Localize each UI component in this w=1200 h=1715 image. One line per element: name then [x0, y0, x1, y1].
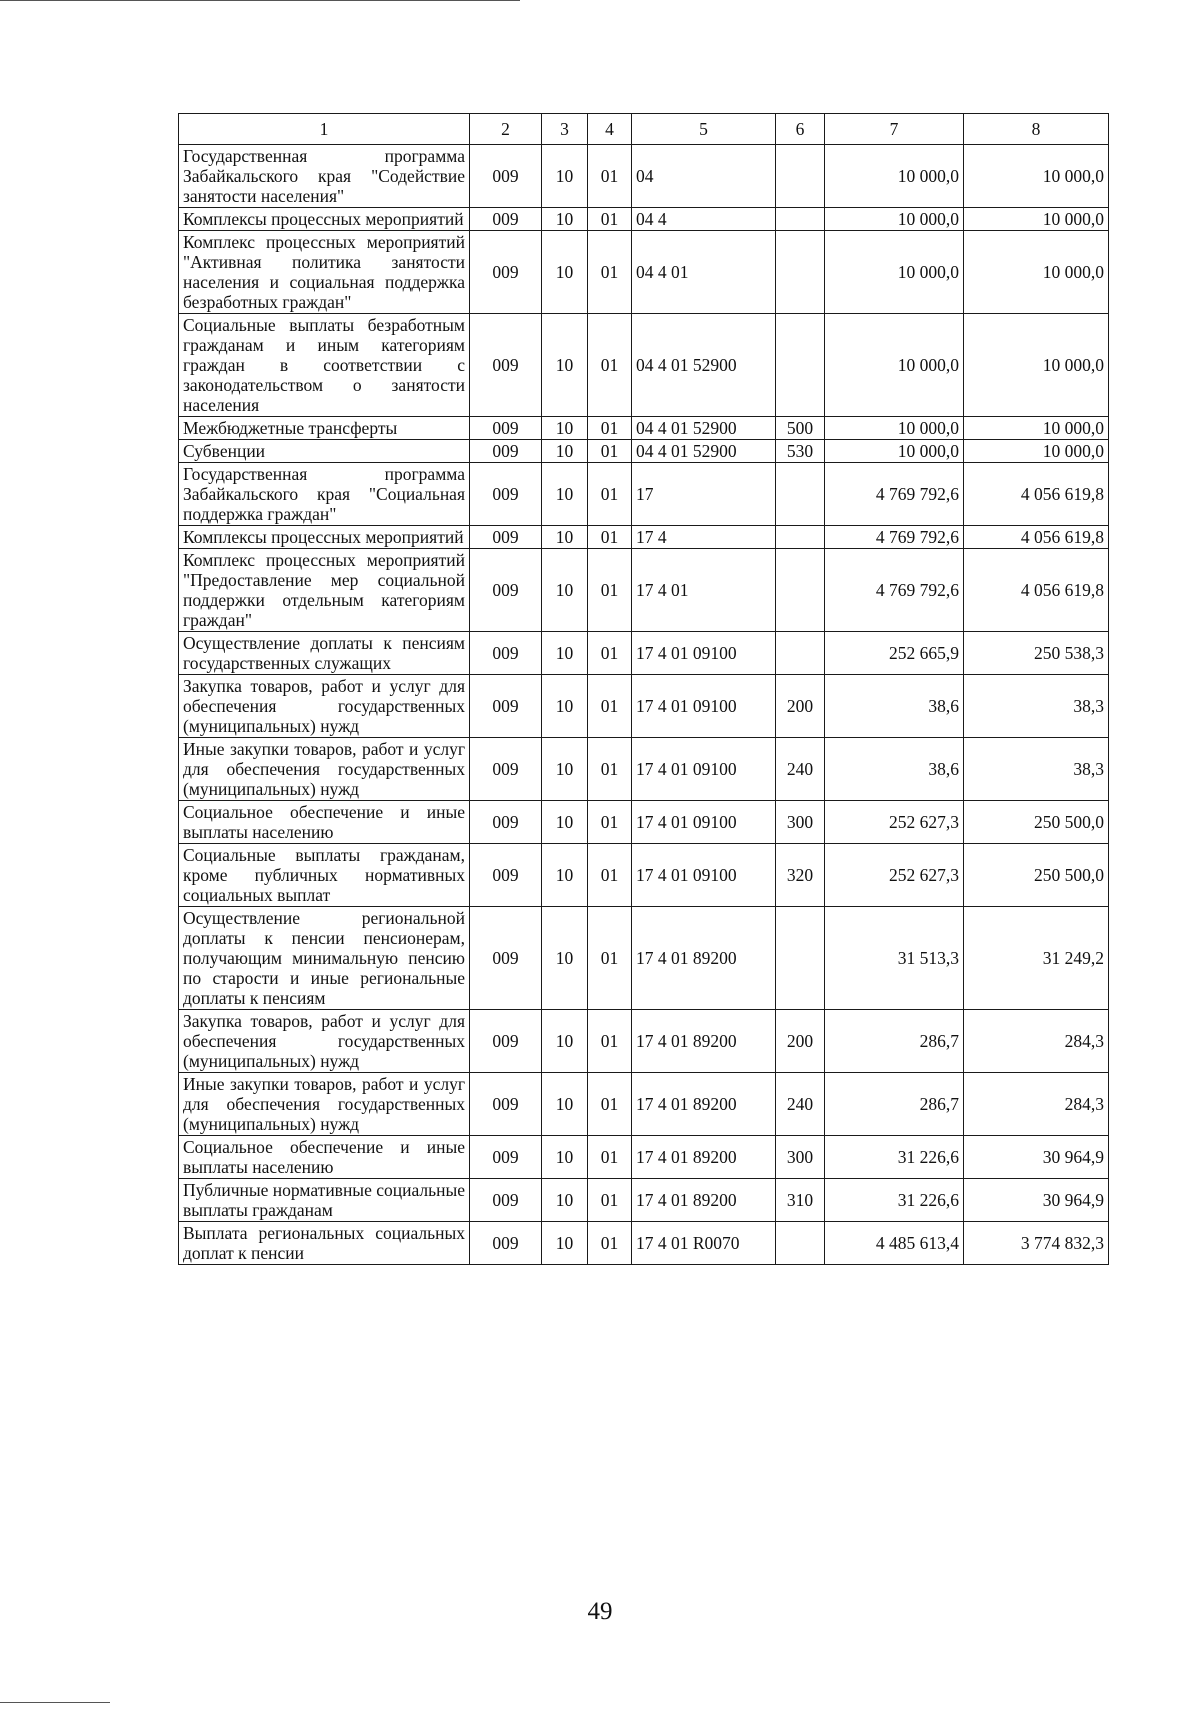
- cell-amount-2: 10 000,0: [964, 208, 1109, 231]
- cell-amount-1: 10 000,0: [825, 208, 964, 231]
- cell-target-article: 04 4: [632, 208, 776, 231]
- cell-section: 10: [542, 675, 588, 738]
- cell-name: Иные закупки товаров, работ и услуг для обеспечения государственных (муниципальных) нужд: [179, 738, 470, 801]
- cell-expense-kind: 200: [776, 1010, 825, 1073]
- cell-amount-2: 4 056 619,8: [964, 549, 1109, 632]
- cell-name: Государственная программа Забайкальского края "Социальная поддержка граждан": [179, 463, 470, 526]
- cell-amount-1: 4 769 792,6: [825, 463, 964, 526]
- cell-subsection: 01: [588, 675, 632, 738]
- cell-admin-code: 009: [470, 675, 542, 738]
- table-row: [179, 231, 1109, 314]
- cell-name: Выплата региональных социальных доплат к пенсии: [179, 1222, 470, 1265]
- cell-subsection: 01: [588, 314, 632, 417]
- cell-admin-code: 009: [470, 314, 542, 417]
- cell-section: 10: [542, 208, 588, 231]
- cell-expense-kind: [776, 1222, 825, 1265]
- cell-amount-1: 286,7: [825, 1073, 964, 1136]
- cell-admin-code: 009: [470, 417, 542, 440]
- cell-expense-kind: 320: [776, 844, 825, 907]
- table-row: [179, 738, 1109, 801]
- cell-amount-1: 252 665,9: [825, 632, 964, 675]
- cell-name: Комплекс процессных мероприятий "Активная политика занятости населения и социальная поддержка безработных граждан": [179, 231, 470, 314]
- cell-admin-code: 009: [470, 1073, 542, 1136]
- cell-section: 10: [542, 632, 588, 675]
- cell-amount-1: 10 000,0: [825, 145, 964, 208]
- cell-amount-1: 10 000,0: [825, 440, 964, 463]
- cell-name: Социальное обеспечение и иные выплаты населению: [179, 1136, 470, 1179]
- cell-admin-code: 009: [470, 801, 542, 844]
- cell-amount-1: 10 000,0: [825, 417, 964, 440]
- cell-amount-2: 38,3: [964, 738, 1109, 801]
- table-row: [179, 1222, 1109, 1265]
- cell-amount-1: 252 627,3: [825, 801, 964, 844]
- cell-subsection: 01: [588, 145, 632, 208]
- cell-expense-kind: 530: [776, 440, 825, 463]
- cell-name: Закупка товаров, работ и услуг для обеспечения государственных (муниципальных) нужд: [179, 675, 470, 738]
- cell-section: 10: [542, 1010, 588, 1073]
- cell-target-article: 17 4 01 89200: [632, 1010, 776, 1073]
- table-row: [179, 907, 1109, 1010]
- cell-amount-2: 30 964,9: [964, 1136, 1109, 1179]
- cell-subsection: 01: [588, 738, 632, 801]
- cell-subsection: 01: [588, 417, 632, 440]
- cell-admin-code: 009: [470, 1136, 542, 1179]
- table-row: [179, 1179, 1109, 1222]
- table-row: [179, 549, 1109, 632]
- cell-admin-code: 009: [470, 208, 542, 231]
- cell-target-article: 17: [632, 463, 776, 526]
- cell-target-article: 17 4 01 89200: [632, 1136, 776, 1179]
- column-header: 8: [964, 114, 1109, 145]
- cell-amount-2: 30 964,9: [964, 1179, 1109, 1222]
- cell-admin-code: 009: [470, 463, 542, 526]
- cell-section: 10: [542, 1136, 588, 1179]
- table-row: [179, 1136, 1109, 1179]
- cell-expense-kind: 300: [776, 1136, 825, 1179]
- table-row: [179, 844, 1109, 907]
- cell-admin-code: 009: [470, 145, 542, 208]
- table-header-row: [179, 114, 1109, 145]
- cell-amount-1: 4 769 792,6: [825, 549, 964, 632]
- cell-name: Государственная программа Забайкальского края "Содействие занятости населения": [179, 145, 470, 208]
- cell-section: 10: [542, 314, 588, 417]
- cell-target-article: 17 4 01: [632, 549, 776, 632]
- cell-target-article: 17 4 01 09100: [632, 632, 776, 675]
- cell-target-article: 17 4: [632, 526, 776, 549]
- cell-amount-2: 10 000,0: [964, 314, 1109, 417]
- cell-amount-2: 10 000,0: [964, 440, 1109, 463]
- cell-expense-kind: [776, 463, 825, 526]
- cell-name: Закупка товаров, работ и услуг для обеспечения государственных (муниципальных) нужд: [179, 1010, 470, 1073]
- cell-amount-1: 286,7: [825, 1010, 964, 1073]
- table-row: [179, 526, 1109, 549]
- cell-amount-1: 10 000,0: [825, 231, 964, 314]
- cell-name: Комплексы процессных мероприятий: [179, 208, 470, 231]
- cell-admin-code: 009: [470, 738, 542, 801]
- cell-subsection: 01: [588, 1179, 632, 1222]
- cell-expense-kind: 500: [776, 417, 825, 440]
- cell-target-article: 17 4 01 09100: [632, 801, 776, 844]
- cell-amount-2: 284,3: [964, 1073, 1109, 1136]
- cell-expense-kind: [776, 231, 825, 314]
- cell-admin-code: 009: [470, 1010, 542, 1073]
- table-body: [179, 145, 1109, 1265]
- column-header: 7: [825, 114, 964, 145]
- cell-section: 10: [542, 1222, 588, 1265]
- cell-subsection: 01: [588, 208, 632, 231]
- cell-admin-code: 009: [470, 1222, 542, 1265]
- cell-section: 10: [542, 844, 588, 907]
- cell-name: Публичные нормативные социальные выплаты гражданам: [179, 1179, 470, 1222]
- cell-amount-1: 31 226,6: [825, 1179, 964, 1222]
- cell-section: 10: [542, 549, 588, 632]
- cell-admin-code: 009: [470, 632, 542, 675]
- cell-section: 10: [542, 417, 588, 440]
- cell-expense-kind: 310: [776, 1179, 825, 1222]
- cell-amount-2: 10 000,0: [964, 231, 1109, 314]
- cell-name: Комплекс процессных мероприятий "Предоставление мер социальной поддержки отдельным категориям граждан": [179, 549, 470, 632]
- cell-target-article: 04 4 01: [632, 231, 776, 314]
- cell-section: 10: [542, 526, 588, 549]
- cell-amount-2: 4 056 619,8: [964, 526, 1109, 549]
- cell-subsection: 01: [588, 231, 632, 314]
- table-row: [179, 463, 1109, 526]
- cell-amount-1: 252 627,3: [825, 844, 964, 907]
- table-row: [179, 208, 1109, 231]
- cell-target-article: 17 4 01 89200: [632, 1073, 776, 1136]
- table-row: [179, 1073, 1109, 1136]
- cell-name: Осуществление региональной доплаты к пенсии пенсионерам, получающим минимальную пенсию по старости и иные региональные доплаты к пенсиям: [179, 907, 470, 1010]
- cell-amount-2: 284,3: [964, 1010, 1109, 1073]
- cell-amount-1: 31 226,6: [825, 1136, 964, 1179]
- cell-subsection: 01: [588, 632, 632, 675]
- cell-name: Осуществление доплаты к пенсиям государственных служащих: [179, 632, 470, 675]
- scan-edge-line: [0, 1702, 110, 1703]
- cell-expense-kind: 240: [776, 738, 825, 801]
- column-header: 1: [179, 114, 470, 145]
- cell-amount-2: 250 500,0: [964, 844, 1109, 907]
- column-header: 5: [632, 114, 776, 145]
- cell-amount-2: 38,3: [964, 675, 1109, 738]
- table-row: [179, 314, 1109, 417]
- cell-subsection: 01: [588, 907, 632, 1010]
- cell-section: 10: [542, 440, 588, 463]
- cell-target-article: 17 4 01 R0070: [632, 1222, 776, 1265]
- cell-name: Социальное обеспечение и иные выплаты населению: [179, 801, 470, 844]
- cell-admin-code: 009: [470, 549, 542, 632]
- cell-admin-code: 009: [470, 440, 542, 463]
- table-row: [179, 145, 1109, 208]
- cell-expense-kind: [776, 907, 825, 1010]
- cell-amount-1: 10 000,0: [825, 314, 964, 417]
- cell-amount-1: 4 769 792,6: [825, 526, 964, 549]
- cell-target-article: 17 4 01 09100: [632, 738, 776, 801]
- cell-expense-kind: 300: [776, 801, 825, 844]
- cell-subsection: 01: [588, 1222, 632, 1265]
- cell-target-article: 04 4 01 52900: [632, 440, 776, 463]
- table-row: [179, 675, 1109, 738]
- column-header: 6: [776, 114, 825, 145]
- cell-section: 10: [542, 1179, 588, 1222]
- column-header: 4: [588, 114, 632, 145]
- cell-amount-2: 10 000,0: [964, 417, 1109, 440]
- cell-admin-code: 009: [470, 1179, 542, 1222]
- cell-target-article: 04 4 01 52900: [632, 314, 776, 417]
- cell-target-article: 17 4 01 09100: [632, 675, 776, 738]
- cell-subsection: 01: [588, 526, 632, 549]
- cell-section: 10: [542, 145, 588, 208]
- cell-subsection: 01: [588, 1010, 632, 1073]
- cell-target-article: 17 4 01 89200: [632, 1179, 776, 1222]
- cell-amount-2: 4 056 619,8: [964, 463, 1109, 526]
- cell-admin-code: 009: [470, 231, 542, 314]
- cell-section: 10: [542, 738, 588, 801]
- cell-subsection: 01: [588, 844, 632, 907]
- cell-section: 10: [542, 801, 588, 844]
- cell-name: Межбюджетные трансферты: [179, 417, 470, 440]
- cell-target-article: 04: [632, 145, 776, 208]
- cell-admin-code: 009: [470, 907, 542, 1010]
- cell-expense-kind: [776, 526, 825, 549]
- cell-expense-kind: [776, 632, 825, 675]
- scan-edge-line: [0, 0, 520, 1]
- cell-section: 10: [542, 463, 588, 526]
- cell-subsection: 01: [588, 549, 632, 632]
- cell-subsection: 01: [588, 1136, 632, 1179]
- cell-target-article: 17 4 01 89200: [632, 907, 776, 1010]
- cell-section: 10: [542, 231, 588, 314]
- cell-target-article: 04 4 01 52900: [632, 417, 776, 440]
- budget-table: [178, 113, 1109, 1265]
- cell-amount-2: 10 000,0: [964, 145, 1109, 208]
- cell-amount-1: 4 485 613,4: [825, 1222, 964, 1265]
- cell-name: Комплексы процессных мероприятий: [179, 526, 470, 549]
- cell-admin-code: 009: [470, 526, 542, 549]
- cell-subsection: 01: [588, 440, 632, 463]
- cell-expense-kind: [776, 314, 825, 417]
- cell-admin-code: 009: [470, 844, 542, 907]
- cell-name: Иные закупки товаров, работ и услуг для обеспечения государственных (муниципальных) нужд: [179, 1073, 470, 1136]
- cell-name: Социальные выплаты безработным гражданам и иным категориям граждан в соответствии с законодательством о занятости населения: [179, 314, 470, 417]
- cell-section: 10: [542, 907, 588, 1010]
- cell-amount-2: 3 774 832,3: [964, 1222, 1109, 1265]
- cell-name: Социальные выплаты гражданам, кроме публичных нормативных социальных выплат: [179, 844, 470, 907]
- cell-amount-2: 250 500,0: [964, 801, 1109, 844]
- cell-amount-1: 38,6: [825, 738, 964, 801]
- cell-name: Субвенции: [179, 440, 470, 463]
- cell-expense-kind: [776, 549, 825, 632]
- table-row: [179, 801, 1109, 844]
- cell-subsection: 01: [588, 1073, 632, 1136]
- column-header: 2: [470, 114, 542, 145]
- page-number: 49: [587, 1598, 613, 1625]
- cell-expense-kind: [776, 208, 825, 231]
- cell-subsection: 01: [588, 463, 632, 526]
- column-header: 3: [542, 114, 588, 145]
- cell-expense-kind: 200: [776, 675, 825, 738]
- cell-expense-kind: [776, 145, 825, 208]
- table-row: [179, 440, 1109, 463]
- cell-amount-1: 31 513,3: [825, 907, 964, 1010]
- cell-target-article: 17 4 01 09100: [632, 844, 776, 907]
- cell-expense-kind: 240: [776, 1073, 825, 1136]
- table-row: [179, 632, 1109, 675]
- table-row: [179, 417, 1109, 440]
- cell-subsection: 01: [588, 801, 632, 844]
- cell-section: 10: [542, 1073, 588, 1136]
- cell-amount-2: 250 538,3: [964, 632, 1109, 675]
- cell-amount-1: 38,6: [825, 675, 964, 738]
- table-row: [179, 1010, 1109, 1073]
- cell-amount-2: 31 249,2: [964, 907, 1109, 1010]
